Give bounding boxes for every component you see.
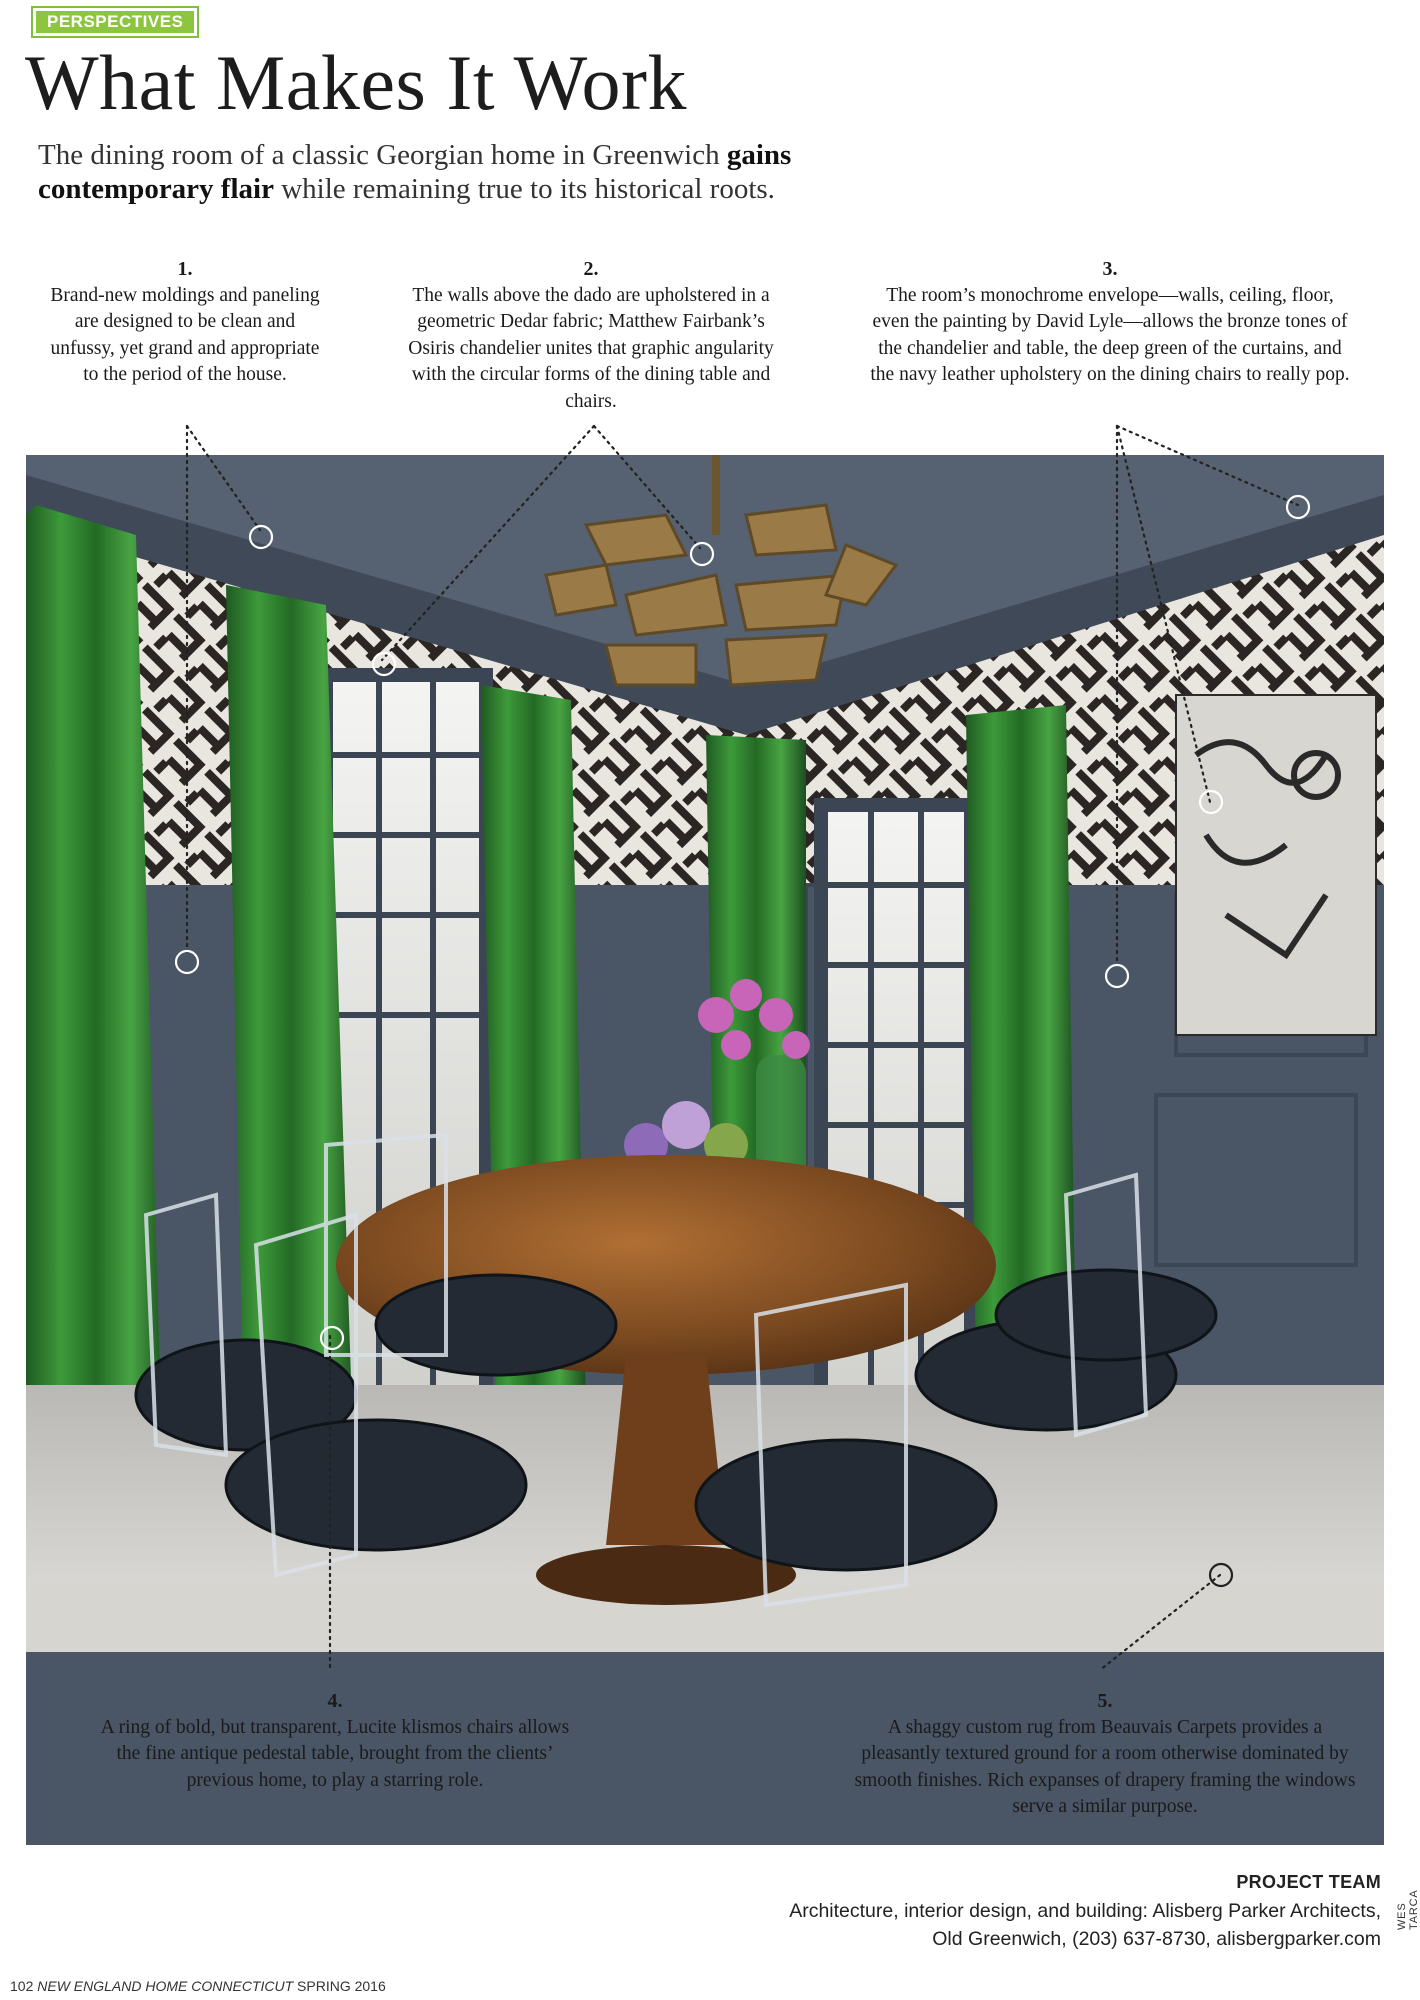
callout-number: 2. <box>583 258 599 280</box>
callout-number: 5. <box>1097 1690 1113 1712</box>
callout-1 <box>50 256 320 389</box>
callout-text: Brand-new moldings and paneling are designed to be clean and unfussy, yet grand and appropriate to the period of the house. <box>50 284 320 385</box>
callout-number: 3. <box>1102 258 1118 280</box>
callout-2 <box>396 256 786 415</box>
callout-text: The room’s monochrome envelope—walls, ceiling, floor, even the painting by David Lyle—allows the bronze tones of the chandelier and table, the deep green of the curtains, and the navy leather upholstery on the dining chairs to really pop. <box>870 284 1350 385</box>
callout-3 <box>870 256 1350 389</box>
article-title: What Makes It Work <box>25 39 687 126</box>
subtitle-emphasis: gains contemporary flair <box>38 139 792 205</box>
project-team-line: Architecture, interior design, and building: Alisberg Parker Architects, <box>789 1900 1381 1922</box>
callout-text: A shaggy custom rug from Beauvais Carpets provides a pleasantly textured ground for a room otherwise dominated by smooth finishes. Rich expanses of drapery framing the windows serve a similar purpose. <box>854 1716 1356 1817</box>
dining-room-photo <box>26 455 1384 1652</box>
issue-label: SPRING 2016 <box>297 1978 386 1994</box>
article-subtitle <box>38 138 938 206</box>
callout-5 <box>850 1688 1360 1821</box>
callout-text: A ring of bold, but transparent, Lucite klismos chairs allows the fine antique pedestal table, brought from the clients’ previous home, to play a starring role. <box>100 1716 570 1791</box>
page-folio <box>10 1978 386 1994</box>
section-tag: PERSPECTIVES <box>31 6 199 38</box>
callout-text: The walls above the dado are upholstered in a geometric Dedar fabric; Matthew Fairbank’s Osiris chandelier unites that graphic angularity with the circular forms of the dining table and chairs. <box>408 284 774 412</box>
photo-credit: WES TARCA <box>1396 1889 1420 1930</box>
subtitle-lead: The dining room of a classic Georgian home in Greenwich <box>38 139 727 171</box>
subtitle-tail: while remaining true to its historical roots. <box>273 173 775 205</box>
callout-number: 4. <box>327 1690 343 1712</box>
publication-name: NEW ENGLAND HOME CONNECTICUT <box>37 1978 294 1994</box>
page-number: 102 <box>10 1978 34 1994</box>
project-team-heading: PROJECT TEAM <box>1236 1872 1381 1892</box>
callout-4 <box>100 1688 570 1794</box>
project-team <box>789 1872 1381 1953</box>
project-team-line: Old Greenwich, (203) 637-8730, alisbergparker.com <box>932 1928 1381 1950</box>
callout-number: 1. <box>177 258 193 280</box>
